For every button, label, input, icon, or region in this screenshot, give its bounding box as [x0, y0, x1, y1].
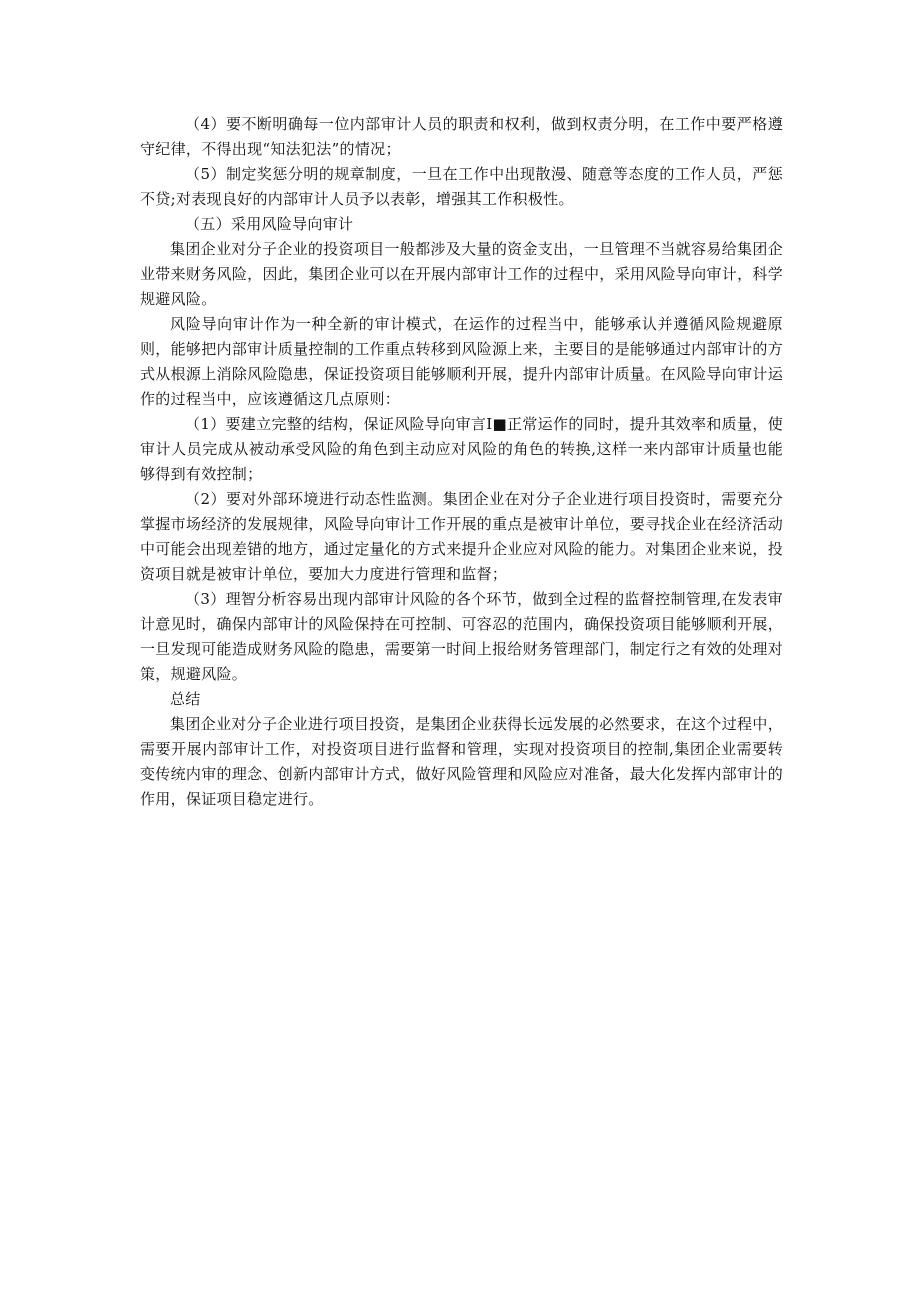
- paragraph-body: 集团企业对分子企业的投资项目一般都涉及大量的资金支出，一旦管理不当就容易给集团企业带来财务风险，因此，集团企业可以在开展内部审计工作的过程中，采用风险导向审计，科学规避风险。: [140, 240, 783, 308]
- paragraph-item-5: （5）制定奖惩分明的规章制度，一旦在工作中出现散漫、随意等态度的工作人员，严惩不贷;对表现良好的内部审计人员予以表彰，增强其工作积极性。: [140, 165, 783, 208]
- document-page: [140, 112, 783, 812]
- paragraph-body: 风险导向审计作为一种全新的审计模式，在运作的过程当中，能够承认并遵循风险规避原则，能够把内部审计质量控制的工作重点转移到风险源上来，主要目的是能够通过内部审计的方式从根源上消除风险隐患，保证投资项目能够顺利开展，提升内部审计质量。在风险导向审计运作的过程当中，应该遵循这几点原则：: [140, 315, 783, 408]
- paragraph-item-1: （1）要建立完整的结构，保证风险导向审言I■正常运作的同时，提升其效率和质量，使审计人员完成从被动承受风险的角色到主动应对风险的角色的转换,这样一来内部审计质量也能够得到有效控制；: [140, 415, 783, 483]
- paragraph-item-4: （4）要不断明确每一位内部审计人员的职责和权利，做到权责分明，在工作中要严格遵守纪律，不得出现“知法犯法”的情况；: [140, 115, 783, 158]
- paragraph-item-3: （3）理智分析容易出现内部审计风险的各个环节，做到全过程的监督控制管理,在发表审计意见时，确保内部审计的风险保持在可控制、可容忍的范围内，确保投资项目能够顺利开展，一旦发现可能造成财务风险的隐患，需要第一时间上报给财务管理部门，制定行之有效的处理对策，规避风险。: [140, 590, 783, 683]
- section-heading-risk-oriented-audit: （五）采用风险导向审计: [185, 215, 354, 233]
- paragraph-item-2: （2）要对外部环境进行动态性监测。集团企业在对分子企业进行项目投资时，需要充分掌握市场经济的发展规律，风险导向审计工作开展的重点是被审计单位，要寻找企业在经济活动中可能会出现差错的地方，通过定量化的方式来提升企业应对风险的能力。对集团企业来说，投资项目就是被审计单位，要加大力度进行管理和监督；: [140, 490, 783, 583]
- paragraph-summary-body: 集团企业对分子企业进行项目投资，是集团企业获得长远发展的必然要求，在这个过程中，需要开展内部审计工作，对投资项目进行监督和管理，实现对投资项目的控制,集团企业需要转变传统内审的理念、创新内部审计方式，做好风险管理和风险应对准备，最大化发挥内部审计的作用，保证项目稳定进行。: [140, 715, 783, 808]
- section-heading-summary: 总结: [170, 690, 201, 708]
